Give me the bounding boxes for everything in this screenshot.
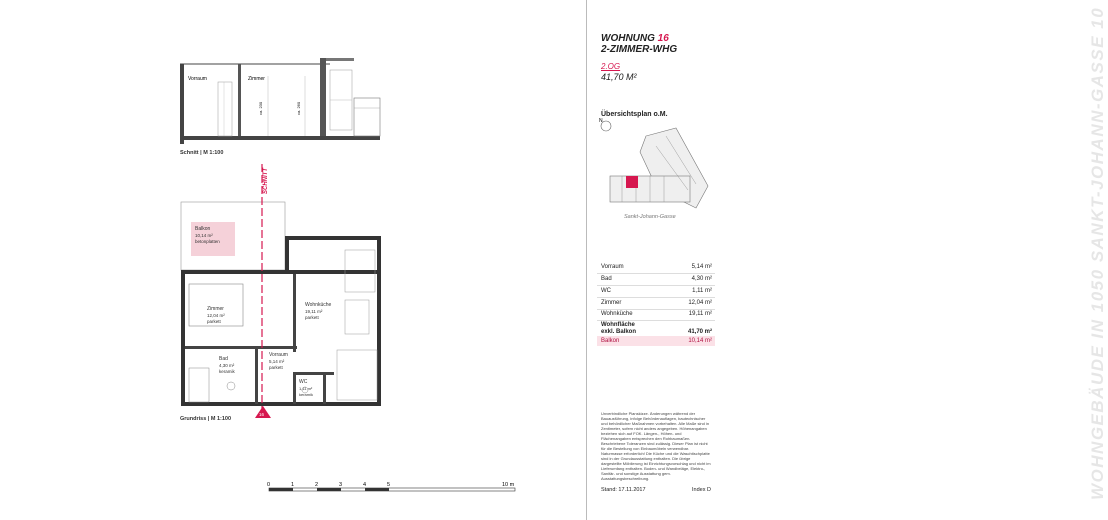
title-prefix: WOHNUNG bbox=[601, 33, 655, 44]
room-area-3: 12,04 m² bbox=[688, 300, 712, 306]
plan-bad-name: Bad bbox=[219, 356, 228, 362]
plan-vorraum-name: Vorraum bbox=[269, 352, 288, 358]
room-name-0: Vorraum bbox=[601, 264, 624, 270]
plan-wc-floor: keramik bbox=[299, 392, 314, 397]
scale-4: 4 bbox=[363, 482, 367, 488]
room-name-1: Bad bbox=[601, 276, 612, 282]
plan-zimmer-name: Zimmer bbox=[207, 306, 224, 312]
plan-balkon-name: Balkon bbox=[195, 226, 211, 232]
room-area-4: 19,11 m² bbox=[688, 311, 712, 317]
north-label: N bbox=[599, 118, 603, 124]
plan-wohnkueche-area: 19,11 m² bbox=[305, 309, 323, 314]
room-name-2: WC bbox=[601, 288, 611, 294]
plan-wc-name: WC bbox=[299, 379, 308, 385]
scale-bar bbox=[266, 478, 526, 496]
plan-wohnkueche-floor: parkett bbox=[305, 315, 319, 320]
room-name-4: Wohnküche bbox=[601, 311, 633, 317]
banner-text: WOHNGEBÄUDE IN 1050 SANKT-JOHANN-GASSE 10 bbox=[1088, 6, 1107, 500]
plan-wc-area: 1,11 m² bbox=[299, 386, 313, 391]
room-area-1: 4,30 m² bbox=[691, 276, 712, 282]
apartment-marker bbox=[626, 176, 638, 188]
balcony-area: 10,14 m² bbox=[688, 338, 712, 344]
section-zimmer: Zimmer bbox=[248, 76, 265, 82]
total-label-2: exkl. Balkon bbox=[601, 329, 637, 335]
apartment-title bbox=[601, 33, 669, 44]
section-drawing bbox=[180, 50, 390, 150]
apartment-area: 41,70 M² bbox=[601, 72, 637, 82]
section-caption: Schnitt | M 1:100 bbox=[180, 150, 224, 156]
scale-3: 3 bbox=[339, 482, 343, 488]
index-label: Index D bbox=[692, 487, 711, 493]
section-h2: ca. 260 bbox=[296, 101, 301, 115]
site-overview-map bbox=[596, 116, 716, 226]
plan-wohnkueche-name: Wohnküche bbox=[305, 302, 332, 308]
plan-bad-area: 4,30 m² bbox=[219, 363, 235, 368]
section-h1: ca. 230 bbox=[258, 101, 263, 115]
plan-vorraum-floor: parkett bbox=[269, 365, 283, 370]
scale-1: 1 bbox=[291, 482, 295, 488]
plan-zimmer-floor: parkett bbox=[207, 319, 221, 324]
section-vorraum: Vorraum bbox=[188, 76, 207, 82]
scale-10: 10 m bbox=[502, 482, 515, 488]
apartment-type: 2-ZIMMER-WHG bbox=[601, 44, 678, 55]
plan-balkon-area: 10,14 m² bbox=[195, 233, 213, 238]
plan-vorraum-area: 5,14 m² bbox=[269, 359, 285, 364]
balcony-name: Balkon bbox=[601, 338, 620, 344]
total-label-1: Wohnfläche bbox=[601, 322, 635, 328]
floor-plan bbox=[175, 160, 395, 422]
floor-label: 2.OG bbox=[601, 62, 621, 71]
room-area-0: 5,14 m² bbox=[691, 264, 712, 270]
total-area: 41,70 m² bbox=[687, 329, 712, 335]
plan-bad-floor: keramik bbox=[219, 369, 235, 374]
plan-balkon-floor: betonplatten bbox=[195, 239, 220, 244]
room-area-2: 1,11 m² bbox=[692, 288, 712, 294]
disclaimer: Unverbindliche Planskizze. Änderungen während der Bauausführung, infolge Behördenauflagen, bautechnischer und behördlicher Maßnahmen vorbehalten. Alle Maße sind in Zentimeter, sofern nicht anders angegeben. Höhenangaben beziehen sich auf FOK. Längen-, Höhen- und Flächenangaben entsprechen den Rohbaumaßen. Beschriebene Toleranzen sind zulässig. Dieser Plan ist nicht für die Bestellung von Einbaumöbeln verwendbar. Naturmasse erforderlich! Die Küche und die Waschtischplatte sind in der Grundausstattung enthalten. Die übrige dargestellte Möblierung ist Einrichtungsvorschlag und nicht im Lieferumfang enthalten. Boden- und Wandbeläge, Elektro-, Sanitär- und sonstige Ausstattung gem. Ausstattungsbeschreibung. bbox=[601, 411, 711, 481]
scale-5: 5 bbox=[387, 482, 391, 488]
overview-title: Übersichtsplan o.M. bbox=[601, 111, 668, 118]
schnitt-label: SCHNITT bbox=[263, 168, 269, 194]
entry-number: 16 bbox=[259, 412, 265, 417]
apartment-number: 16 bbox=[657, 33, 669, 44]
plan-caption: Grundriss | M 1:100 bbox=[180, 416, 232, 422]
street-label: Sankt-Johann-Gasse bbox=[624, 214, 676, 220]
scale-2: 2 bbox=[315, 482, 319, 488]
room-name-3: Zimmer bbox=[601, 300, 622, 306]
status-date: Stand: 17.11.2017 bbox=[601, 487, 646, 493]
plan-zimmer-area: 12,04 m² bbox=[207, 313, 225, 318]
scale-0: 0 bbox=[267, 482, 271, 488]
